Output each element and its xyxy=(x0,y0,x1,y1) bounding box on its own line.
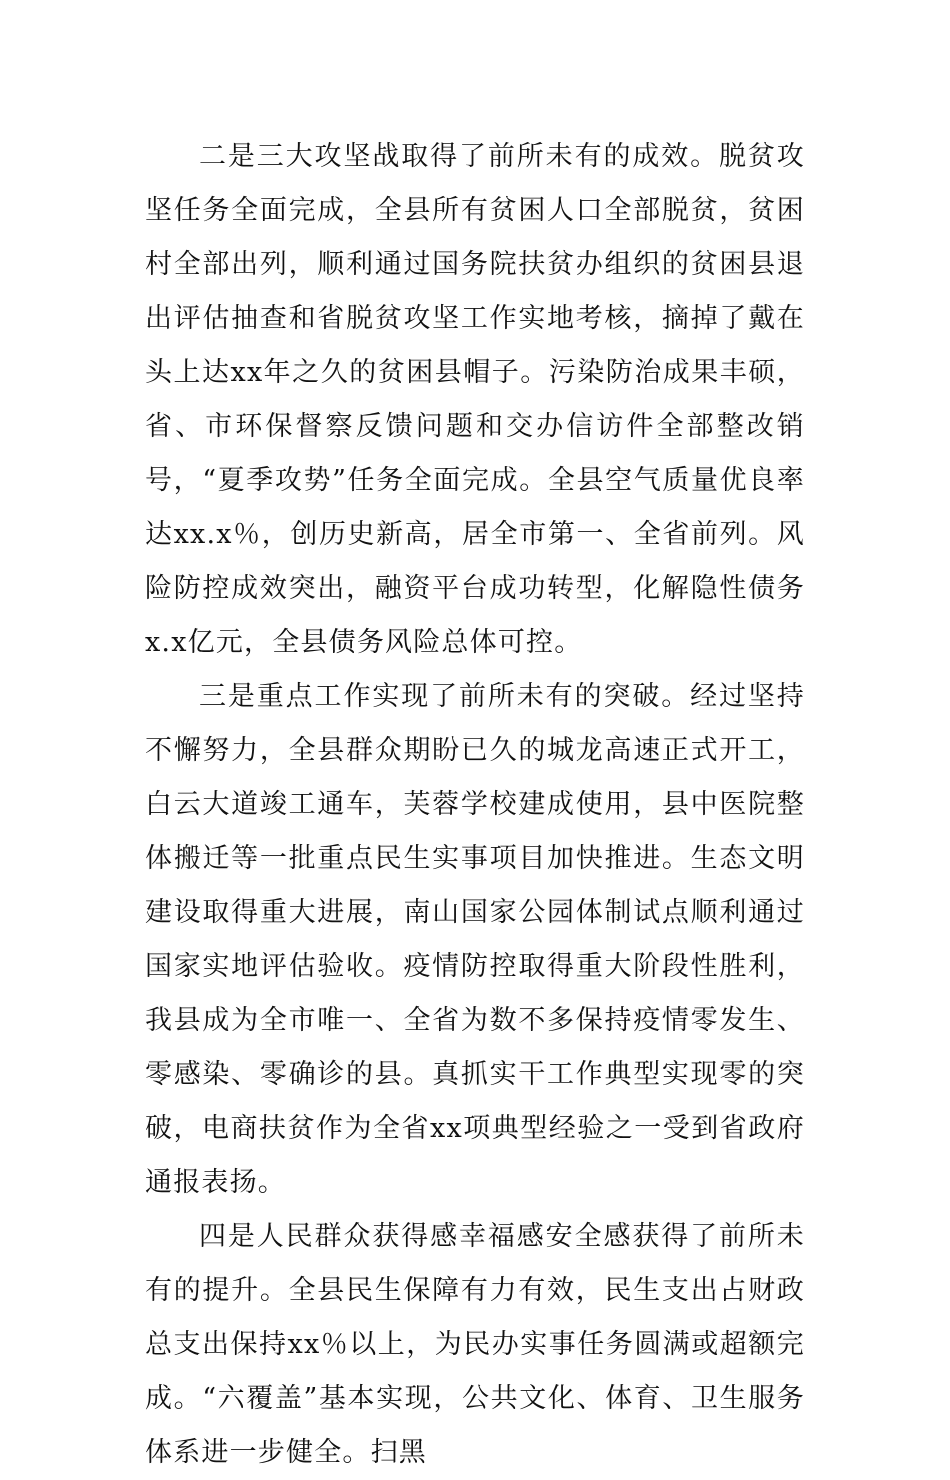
document-body xyxy=(145,130,805,1480)
paragraph-achievement-2: 二是三大攻坚战取得了前所未有的成效。脱贫攻坚任务全面完成，全县所有贫困人口全部脱贫，贫困村全部出列，顺利通过国务院扶贫办组织的贫困县退出评估抽查和省脱贫攻坚工作实地考核，摘掉了戴在头上达xx年之久的贫困县帽子。污染防治成果丰硕，省、市环保督察反馈问题和交办信访件全部整改销号，“夏季攻势”任务全面完成。全县空气质量优良率达xx.x％，创历史新高，居全市第一、全省前列。风险防控成效突出，融资平台成功转型，化解隐性债务x.x亿元，全县债务风险总体可控。 xyxy=(145,141,805,658)
paragraph-achievement-4: 四是人民群众获得感幸福感安全感获得了前所未有的提升。全县民生保障有力有效，民生支出占财政总支出保持xx％以上，为民办实事任务圆满或超额完成。“六覆盖”基本实现，公共文化、体育、卫生服务体系进一步健全。扫黑 xyxy=(145,1221,805,1468)
paragraph-achievement-3: 三是重点工作实现了前所未有的突破。经过坚持不懈努力，全县群众期盼已久的城龙高速正式开工，白云大道竣工通车，芙蓉学校建成使用，县中医院整体搬迁等一批重点民生实事项目加快推进。生态文明建设取得重大进展，南山国家公园体制试点顺利通过国家实地评估验收。疫情防控取得重大阶段性胜利，我县成为全市唯一、全省为数不多保持疫情零发生、零感染、零确诊的县。真抓实干工作典型实现零的突破，电商扶贫作为全省xx项典型经验之一受到省政府通报表扬。 xyxy=(145,681,805,1198)
